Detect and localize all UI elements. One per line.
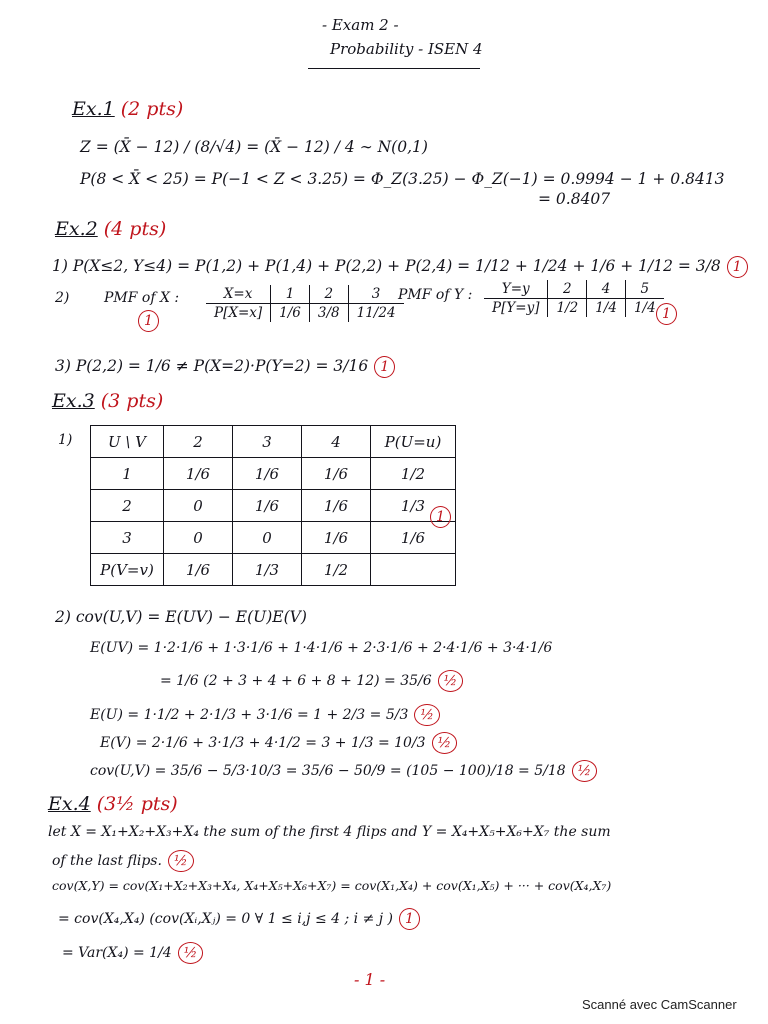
ex3-l4	[90, 704, 440, 726]
ex2-q3-text: 3) P(2,2) = 1/6 ≠ P(X=2)·P(Y=2) = 3/16	[55, 357, 369, 375]
header-underline	[308, 68, 480, 69]
joint-cell: 1/2	[302, 554, 371, 586]
pmf-y-score-wrap	[650, 303, 677, 325]
pmf-x-table-wrap	[206, 285, 404, 322]
scanner-watermark: Scanné avec CamScanner	[582, 997, 737, 1012]
ex4-l4-score: 1	[399, 908, 420, 930]
pmf-x-row-1: 1/6	[271, 304, 310, 323]
joint-cell: 1/6	[371, 522, 456, 554]
exam-title: - Exam 2 -	[322, 16, 399, 34]
joint-cell: 0	[164, 490, 233, 522]
ex3-l3	[160, 670, 463, 692]
ex4-l2-score: ½	[168, 850, 194, 872]
ex3-l3-score: ½	[438, 670, 464, 692]
ex2-title: Ex.2	[55, 218, 98, 240]
ex4-l4-text: = cov(X₄,X₄) (cov(Xᵢ,Xⱼ) = 0 ∀ 1 ≤ i,j ≤ 4 ; i ≠ j )	[58, 911, 394, 927]
ex3-q1-label: 1)	[58, 432, 73, 448]
ex4-l2-text: of the last flips.	[52, 853, 162, 869]
joint-cell: 1/6	[302, 490, 371, 522]
ex3-l5	[100, 732, 457, 754]
ex3-l4-text: E(U) = 1·1/2 + 2·1/3 + 3·1/6 = 1 + 2/3 = 5/3	[90, 707, 409, 723]
joint-table-wrap	[90, 425, 456, 586]
pmf-y-row-0: P[Y=y]	[492, 300, 540, 316]
ex3-l2: E(UV) = 1·2·1/6 + 1·3·1/6 + 1·4·1/6 + 2·3·1/6 + 2·4·1/6 + 3·4·1/6	[90, 640, 553, 656]
page-number: - 1 -	[354, 970, 386, 989]
pmf-x-label: PMF of X :	[104, 290, 180, 306]
pmf-x-row-0: P[X=x]	[214, 305, 263, 321]
joint-table-score: 1	[430, 506, 451, 528]
ex2-q3-score: 1	[374, 356, 395, 378]
ex2-q1-text: 1) P(X≤2, Y≤4) = P(1,2) + P(1,4) + P(2,2) + P(2,4) = 1/12 + 1/24 + 1/6 + 1/12 = 3/8	[52, 257, 721, 275]
ex4-title: Ex.4	[48, 793, 91, 815]
pmf-x-head-0: X=x	[206, 285, 271, 304]
joint-cell: P(V=v)	[91, 554, 164, 586]
ex2-heading	[55, 218, 166, 240]
joint-cell: 3	[91, 522, 164, 554]
ex4-points: (3½ pts)	[96, 793, 178, 815]
ex2-points: (4 pts)	[103, 218, 167, 240]
joint-cell: 1/2	[371, 458, 456, 490]
joint-cell	[371, 554, 456, 586]
ex1-line3: = 0.8407	[538, 190, 611, 208]
ex1-title: Ex.1	[72, 98, 115, 120]
table-row	[91, 522, 456, 554]
ex4-l2	[52, 850, 194, 872]
pmf-y-head-0: Y=y	[484, 280, 548, 299]
ex3-l5-text: E(V) = 2·1/6 + 3·1/3 + 4·1/2 = 3 + 1/3 = 10/3	[100, 735, 426, 751]
joint-cell: 1/6	[302, 458, 371, 490]
joint-cell: 1/6	[233, 458, 302, 490]
joint-cell: 0	[164, 522, 233, 554]
joint-cell: 1/3	[233, 554, 302, 586]
joint-corner: U \ V	[91, 426, 164, 458]
pmf-y-head-1: 2	[548, 280, 587, 299]
ex4-l5	[62, 942, 203, 964]
table-row	[91, 554, 456, 586]
pmf-y-label: PMF of Y :	[398, 287, 473, 303]
joint-cell: 2	[91, 490, 164, 522]
pmf-x-head-3: 3	[348, 285, 403, 304]
ex3-l1: 2) cov(U,V) = E(UV) − E(U)E(V)	[55, 608, 307, 626]
pmf-x-row-3: 11/24	[348, 304, 403, 323]
ex4-l3: cov(X,Y) = cov(X₁+X₂+X₃+X₄, X₄+X₅+X₆+X₇) = cov(X₁,X₄) + cov(X₁,X₅) + ··· + cov(X₄,X₇)	[52, 878, 612, 893]
joint-col-0: 2	[164, 426, 233, 458]
ex4-l5-score: ½	[178, 942, 204, 964]
ex1-line2: P(8 < X̄ < 25) = P(−1 < Z < 3.25) = Φ_Z(3.25) − Φ_Z(−1) = 0.9994 − 1 + 0.8413	[80, 170, 725, 188]
pmf-y-row-1: 1/2	[548, 299, 587, 318]
pmf-x-head-1: 1	[271, 285, 310, 304]
pmf-y-table-wrap	[484, 280, 664, 317]
ex3-l6-score: ½	[572, 760, 598, 782]
pmf-y-head-3: 5	[625, 280, 663, 299]
joint-cell: 1/6	[302, 522, 371, 554]
table-row	[91, 458, 456, 490]
pmf-y-row-3: 1/4	[625, 299, 663, 318]
pmf-x-table	[206, 285, 404, 322]
joint-cell: 1/6	[164, 458, 233, 490]
joint-col-2: 4	[302, 426, 371, 458]
joint-score-wrap	[424, 506, 451, 528]
pmf-x-score: 1	[138, 310, 159, 332]
joint-cell: 1/3	[371, 490, 456, 522]
pmf-y-score: 1	[656, 303, 677, 325]
ex3-l3-text: = 1/6 (2 + 3 + 4 + 6 + 8 + 12) = 35/6	[160, 673, 432, 689]
joint-col-1: 3	[233, 426, 302, 458]
ex3-points: (3 pts)	[100, 390, 164, 412]
pmf-y-table	[484, 280, 664, 317]
ex2-q1-score: 1	[727, 256, 748, 278]
pmf-x-row-2: 3/8	[309, 304, 348, 323]
ex2-q2-label: 2)	[55, 290, 70, 306]
ex2-q1	[52, 256, 748, 278]
ex4-l1: let X = X₁+X₂+X₃+X₄ the sum of the first 4 flips and Y = X₄+X₅+X₆+X₇ the sum	[48, 824, 611, 840]
pmf-x-score-wrap	[132, 310, 159, 332]
ex4-heading	[48, 793, 178, 815]
pmf-y-head-2: 4	[587, 280, 626, 299]
ex1-heading	[72, 98, 183, 120]
ex3-l4-score: ½	[414, 704, 440, 726]
ex4-l4	[58, 908, 420, 930]
ex3-l5-score: ½	[432, 732, 458, 754]
joint-cell: 1/6	[233, 490, 302, 522]
ex1-line1: Z = (X̄ − 12) / (8/√4) = (X̄ − 12) / 4 ∼ N(0,1)	[80, 138, 428, 156]
course-title: Probability - ISEN 4	[330, 40, 483, 58]
joint-col-3: P(U=u)	[371, 426, 456, 458]
ex3-l6-text: cov(U,V) = 35/6 − 5/3·10/3 = 35/6 − 50/9 = (105 − 100)/18 = 5/18	[90, 763, 566, 779]
joint-cell: 1	[91, 458, 164, 490]
joint-cell: 0	[233, 522, 302, 554]
table-row	[91, 490, 456, 522]
ex1-points: (2 pts)	[120, 98, 184, 120]
joint-table	[90, 425, 456, 586]
ex4-l5-text: = Var(X₄) = 1/4	[62, 945, 172, 961]
ex3-title: Ex.3	[52, 390, 95, 412]
joint-cell: 1/6	[164, 554, 233, 586]
ex3-l6	[90, 760, 597, 782]
pmf-x-head-2: 2	[309, 285, 348, 304]
ex3-heading	[52, 390, 163, 412]
ex2-q3	[55, 356, 395, 378]
pmf-y-row-2: 1/4	[587, 299, 626, 318]
